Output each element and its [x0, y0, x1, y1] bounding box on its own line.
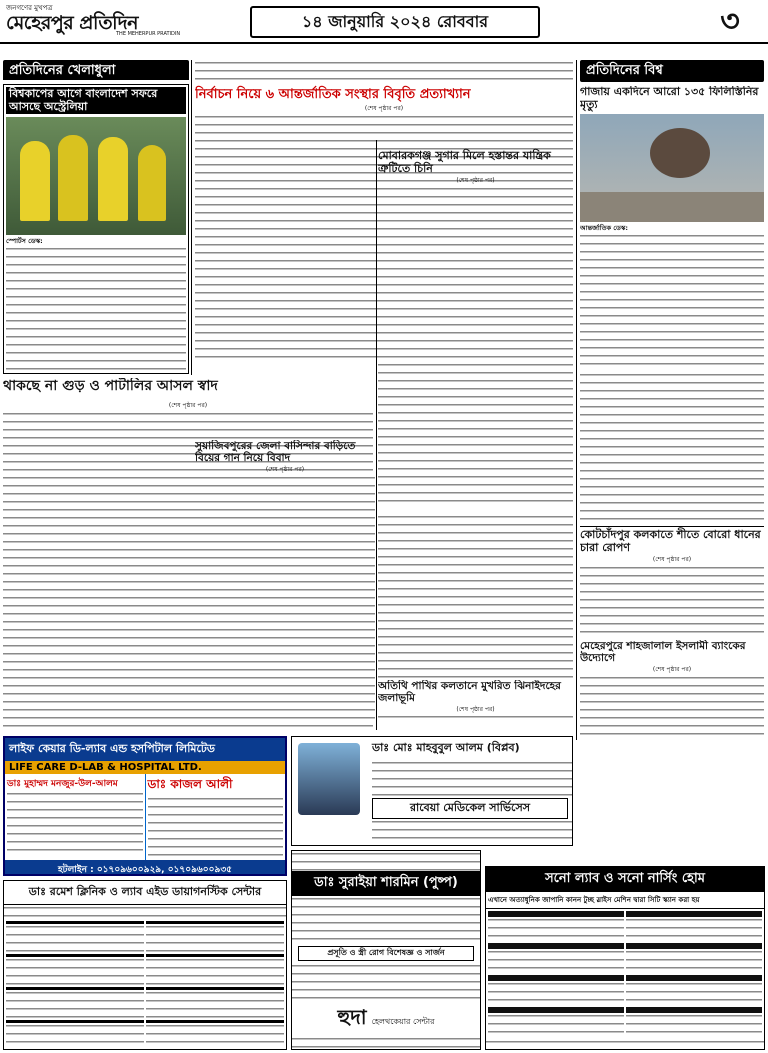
page-number: ৩ [720, 4, 740, 39]
lifecare-doctor-1-details [7, 791, 143, 851]
bank-story [580, 640, 764, 740]
doctor-card [488, 975, 624, 1005]
center-body-text [195, 60, 573, 84]
section-label: প্রতিদিনের খেলাধুলা [3, 60, 189, 80]
ramesh-title: ডাঃ রমেশ ক্লিনিক ও ল্যাব এইড ডায়াগনস্টিক সেন্টার [4, 881, 286, 905]
center-left-subcolumn [195, 440, 375, 740]
ramesh-ad [3, 880, 287, 1050]
birds-headline: অতিথি পাখির কলতানে মুখরিত ঝিনাইদহের জলাভূমি [378, 680, 573, 704]
doctor-card [6, 1020, 144, 1050]
sports-body-text [6, 246, 186, 374]
sono-phone [486, 1039, 764, 1049]
doctor-card [626, 911, 762, 941]
rabeya-address [372, 819, 572, 841]
smoke-plume [650, 128, 710, 178]
doctor-photo [298, 743, 360, 815]
bank-headline: মেহেরপুরে শাহজালাল ইসলামী ব্যাংকের উদ্যোগে [580, 640, 746, 665]
lifecare-doctor-2: ডাঃ কাজল আলী [147, 777, 233, 791]
newspaper-title-en: THE MEHERPUR PRATIDIN [116, 31, 181, 37]
player-figure [98, 137, 128, 221]
doctor-card [146, 1020, 284, 1050]
doctor-card [488, 1007, 624, 1037]
huda-address [292, 1036, 480, 1050]
buildings [580, 192, 764, 222]
sports-photo [6, 117, 186, 235]
sono-title: সনো ল্যাব ও সনো নার্সিং হোম [486, 867, 764, 892]
bank-body-text [580, 675, 764, 740]
doctor-card [488, 911, 624, 941]
doctor-card [488, 943, 624, 973]
election-continued: (শেষ পৃষ্ঠার পর) [364, 104, 404, 112]
sono-subtitle: এখানে অত্যাধুনিক জাপানি কানন টুচ্ছ স্লাইস মেশিন দ্বারা সিটি স্ক্যান করা হয় [486, 892, 764, 909]
column-rule [376, 140, 377, 730]
birds-continued: (শেষ পৃষ্ঠার পর) [378, 704, 573, 715]
sports-headline: বিশ্বকাপের আগে বাংলাদেশ সফরে আসছে অস্ট্রেলিয়া [6, 87, 186, 114]
world-lead: আন্তর্জাতিক ডেস্ক: [580, 224, 629, 233]
player-figure [58, 135, 88, 221]
wedding-dispute-continued: (শেষ পৃষ্ঠার পর) [265, 466, 305, 474]
gur-headline-box [3, 378, 373, 400]
rabeya-center-name: রাবেয়া মেডিকেল সার্ভিসেস [372, 798, 568, 819]
world-body-text [580, 233, 764, 368]
sugar-mill-continued: (শেষ পৃষ্ঠার পর) [456, 177, 495, 185]
suraiya-degrees [292, 896, 480, 944]
wedding-dispute-headline: সুয়াজিবপুরের জেলা বাসিন্দার বাড়িতে বিয়ের গান নিয়ে বিবাদ [195, 440, 356, 465]
issue-date: ১৪ জানুয়ারি ২০২৪ রোববার [250, 6, 540, 38]
rabeya-doctor-details [372, 760, 572, 796]
lifecare-doctor-1: ডাঃ মুহাম্মদ মনজুর-উল-আলম [7, 779, 118, 789]
wedding-dispute-body-text [195, 475, 375, 725]
suraiya-ad [291, 850, 481, 1050]
doctor-card [146, 954, 284, 985]
rabeya-doctor: ডাঃ মোঃ মাহবুবুল আলম (বিপ্লব) [372, 741, 520, 754]
section-label: প্রতিদিনের বিশ্ব [580, 60, 764, 82]
doctor-card [6, 921, 144, 952]
election-headline: নির্বাচন নিয়ে ৬ আন্তর্জাতিক সংস্থার বিবৃতি প্রত্যাখ্যান [195, 87, 471, 102]
player-figure [20, 141, 50, 221]
sports-article [3, 84, 189, 374]
ramesh-address [4, 905, 286, 919]
huda-logo-text: হুদা [337, 1005, 367, 1029]
doctor-card [146, 987, 284, 1018]
paddy-continued: (শেষ পৃষ্ঠার পর) [652, 556, 692, 564]
sono-ad [485, 866, 765, 1050]
world-body-text-2 [580, 372, 764, 522]
newspaper-logo [6, 4, 196, 42]
world-section-banner [580, 60, 764, 82]
suraiya-intro [292, 851, 480, 871]
bank-continued: (শেষ পৃষ্ঠার পর) [652, 666, 692, 674]
rabeya-ad [291, 736, 573, 846]
lifecare-ad [3, 736, 287, 876]
paddy-headline: কোটচাঁদপুর কলকাতে শীতে বোরো ধানের চারা রোপণ [580, 526, 764, 554]
gaza-photo [580, 114, 764, 222]
tagline: জনগণের মুখপত্র [6, 4, 53, 12]
paddy-story [580, 526, 764, 636]
center-right-subcolumn [378, 140, 573, 510]
lifecare-title-en: LIFE CARE D-LAB & HOSPITAL LTD. [5, 761, 285, 774]
sugar-mill-body-text [378, 186, 573, 506]
sports-section-banner [3, 60, 189, 80]
lifecare-doctor-2-details [148, 796, 284, 856]
suraiya-chamber [292, 963, 480, 1003]
doctor-card [626, 1007, 762, 1037]
column-rule [576, 60, 577, 740]
doctor-card [6, 954, 144, 985]
gur-headline: থাকছে না গুড় ও পাটালির আসল স্বাদ [3, 378, 218, 394]
huda-subtitle: হেলথকেয়ার সেন্টার [371, 1017, 435, 1026]
doctor-card [626, 975, 762, 1005]
sugar-mill-headline: মোবারকগঞ্জ সুগার মিলে হস্তান্তর যান্ত্রিক ত্রুটিতে চিনি [378, 149, 551, 175]
player-figure [138, 145, 166, 221]
gaza-headline: গাজায় একদিনে আরো ১৩৫ ফিলিস্তিনির মৃত্যু [580, 86, 759, 111]
world-article [580, 86, 764, 368]
column-rule [191, 60, 192, 375]
world-body-cont [580, 372, 764, 522]
newspaper-title: মেহেরপুর প্রতিদিন [6, 12, 138, 34]
paddy-body-text [580, 565, 764, 636]
sports-lead: স্পোর্টস ডেস্ক: [6, 237, 43, 246]
doctor-card [626, 943, 762, 973]
suraiya-specialty: প্রসূতি ও স্ত্রী রোগ বিশেষজ্ঞ ও সার্জন [298, 946, 474, 961]
doctor-card [6, 987, 144, 1018]
masthead [0, 0, 768, 44]
suraiya-doctor: ডাঃ সুরাইয়া শারমিন (পুষ্প) [292, 871, 480, 896]
birds-story [378, 680, 573, 740]
lifecare-title: লাইফ কেয়ার ডি-ল্যাব এন্ড হসপিটাল লিমিটেড [5, 738, 285, 761]
doctor-card [146, 921, 284, 952]
gur-continued: (শেষ পৃষ্ঠার পর) [168, 402, 208, 409]
lifecare-hotline: হটলাইন : ০১৭০৯৬০০৯২৯, ০১৭০৯৬০০৯৩৫ [5, 860, 285, 876]
